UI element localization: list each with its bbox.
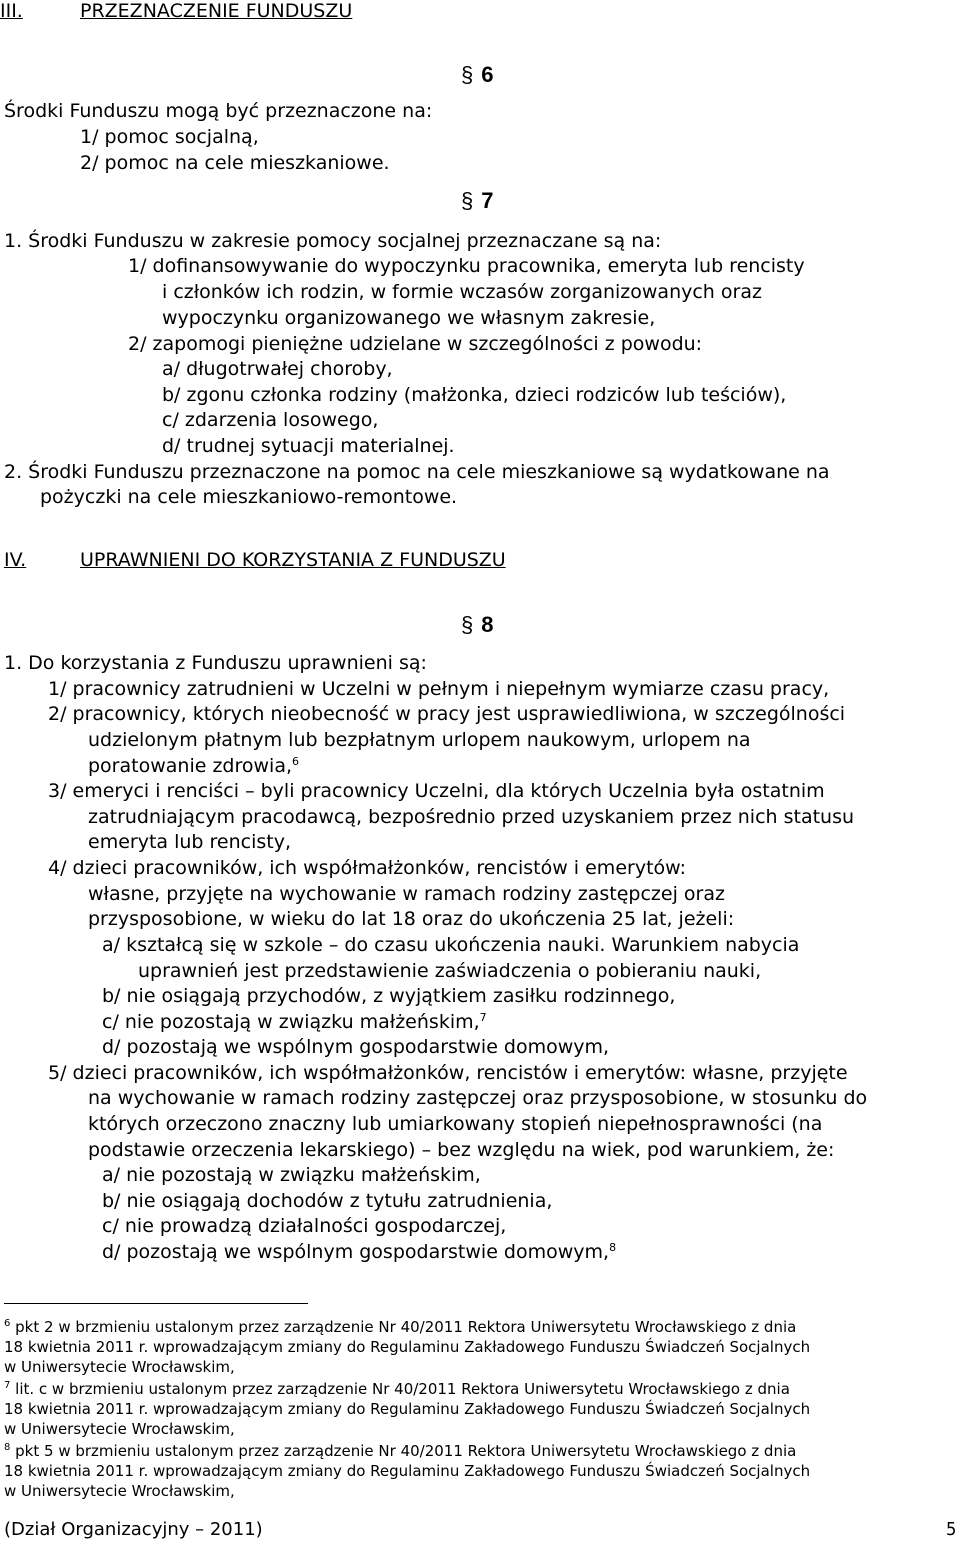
- paragraph-heading-6: [461, 64, 494, 86]
- footnote-line: 18 kwietnia 2011 r. wprowadzającym zmiany do Regulaminu Zakładowego Funduszu Świadczeń Socjalnych: [4, 1338, 811, 1356]
- paragraph-number: 6: [481, 62, 494, 87]
- text-line: c/ nie prowadzą działalności gospodarczej,: [102, 1215, 507, 1237]
- text-line: 2/ zapomogi pieniężne udzielane w szczególności z powodu:: [128, 333, 703, 355]
- text-line: d/ trudnej sytuacji materialnej.: [162, 435, 455, 457]
- section-title: PRZEZNACZENIE FUNDUSZU: [80, 0, 353, 22]
- text-line: 1. Do korzystania z Funduszu uprawnieni są:: [4, 652, 427, 674]
- footnote-text: lit. c w brzmieniu ustalonym przez zarządzenie Nr 40/2011 Rektora Uniwersytetu Wrocławskiego z dnia: [15, 1380, 790, 1398]
- text-line: podstawie orzeczenia lekarskiego) – bez względu na wiek, pod warunkiem, że:: [88, 1139, 835, 1161]
- text-line: wypoczynku organizowanego we własnym zakresie,: [162, 307, 656, 329]
- footnote-text: pkt 5 w brzmieniu ustalonym przez zarządzenie Nr 40/2011 Rektora Uniwersytetu Wrocławskiego z dnia: [15, 1442, 797, 1460]
- text-line: których orzeczono znaczny lub umiarkowany stopień niepełnosprawności (na: [88, 1113, 823, 1135]
- text-line: 4/ dzieci pracowników, ich współmałżonków, rencistów i emerytów:: [48, 857, 687, 879]
- footnote-text: pkt 2 w brzmieniu ustalonym przez zarządzenie Nr 40/2011 Rektora Uniwersytetu Wrocławskiego z dnia: [15, 1318, 797, 1336]
- text-line: [88, 757, 299, 776]
- text-line: 3/ emeryci i renciści – byli pracownicy Uczelni, dla których Uczelnia była ostatnim: [48, 780, 825, 802]
- footnote-reference: 8: [609, 1241, 617, 1254]
- footnote-mark: 6: [4, 1318, 11, 1329]
- footnote-line: [4, 1382, 790, 1397]
- section-symbol: §: [461, 62, 474, 87]
- footnote-reference: 6: [292, 755, 299, 768]
- footer-label: (Dział Organizacyjny – 2011): [4, 1519, 263, 1540]
- text-line: i członków ich rodzin, w formie wczasów zorganizowanych oraz: [162, 281, 762, 303]
- text-line: a/ nie pozostają w związku małżeńskim,: [102, 1164, 481, 1186]
- section-symbol: §: [461, 188, 474, 213]
- text-line: na wychowanie w ramach rodziny zastępczej oraz przysposobione, w stosunku do: [88, 1087, 868, 1109]
- footnote-mark: 8: [4, 1442, 11, 1453]
- text-line: zatrudniającym pracodawcą, bezpośrednio przed uzyskaniem przez nich statusu: [88, 806, 855, 828]
- section-title: UPRAWNIENI DO KORZYSTANIA Z FUNDUSZU: [80, 549, 506, 571]
- footnote-line: w Uniwersytecie Wrocławskim,: [4, 1420, 235, 1438]
- paragraph-heading-7: [461, 190, 494, 212]
- footnote-line: w Uniwersytecie Wrocławskim,: [4, 1358, 235, 1376]
- paragraph-number: 8: [481, 612, 494, 637]
- footnote-separator: [4, 1303, 308, 1304]
- section-number: III.: [0, 0, 23, 22]
- footnote-line: [4, 1320, 796, 1335]
- list-item: 2/ pomoc na cele mieszkaniowe.: [80, 152, 390, 174]
- text-line: [102, 1243, 616, 1262]
- text-line-content: d/ pozostają we wspólnym gospodarstwie domowym,: [102, 1241, 610, 1263]
- footnote-line: [4, 1444, 796, 1459]
- footnote-line: 18 kwietnia 2011 r. wprowadzającym zmiany do Regulaminu Zakładowego Funduszu Świadczeń Socjalnych: [4, 1462, 811, 1480]
- text-line: c/ zdarzenia losowego,: [162, 409, 379, 431]
- text-line: 2/ pracownicy, których nieobecność w pracy jest usprawiedliwiona, w szczególności: [48, 703, 846, 725]
- paragraph-number: 7: [481, 188, 494, 213]
- text-line: przysposobione, w wieku do lat 18 oraz do ukończenia 25 lat, jeżeli:: [88, 908, 735, 930]
- text-line: emeryta lub rencisty,: [88, 831, 291, 853]
- text-line: b/ nie osiągają dochodów z tytułu zatrudnienia,: [102, 1190, 553, 1212]
- text-line: pożyczki na cele mieszkaniowo-remontowe.: [40, 486, 458, 508]
- section-number: IV.: [4, 549, 27, 571]
- page-number: 5: [946, 1519, 957, 1540]
- text-line: d/ pozostają we wspólnym gospodarstwie domowym,: [102, 1036, 610, 1058]
- text-line: własne, przyjęte na wychowanie w ramach rodziny zastępczej oraz: [88, 883, 725, 905]
- text-line: 2. Środki Funduszu przeznaczone na pomoc na cele mieszkaniowe są wydatkowane na: [4, 461, 830, 483]
- text-line: 5/ dzieci pracowników, ich współmałżonków, rencistów i emerytów: własne, przyjęte: [48, 1062, 848, 1084]
- text-line: 1. Środki Funduszu w zakresie pomocy socjalnej przeznaczane są na:: [4, 230, 662, 252]
- text-line: uprawnień jest przedstawienie zaświadczenia o pobieraniu nauki,: [138, 960, 762, 982]
- footnote-reference: 7: [479, 1011, 487, 1024]
- section-symbol: §: [461, 612, 474, 637]
- text-line: [102, 1013, 487, 1032]
- text-line: a/ kształcą się w szkole – do czasu ukończenia nauki. Warunkiem nabycia: [102, 934, 800, 956]
- list-item: 1/ pomoc socjalną,: [80, 126, 259, 148]
- text-line-content: poratowanie zdrowia,: [88, 755, 292, 777]
- footnote-line: w Uniwersytecie Wrocławskim,: [4, 1482, 235, 1500]
- text-line: 1/ dofinansowywanie do wypoczynku pracownika, emeryta lub rencisty: [128, 255, 805, 277]
- footnote-mark: 7: [4, 1380, 11, 1391]
- paragraph-heading-8: [461, 614, 494, 636]
- text-line: b/ nie osiągają przychodów, z wyjątkiem zasiłku rodzinnego,: [102, 985, 676, 1007]
- text-line-content: c/ nie pozostają w związku małżeńskim,: [102, 1011, 480, 1033]
- text-line: 1/ pracownicy zatrudnieni w Uczelni w pełnym i niepełnym wymiarze czasu pracy,: [48, 678, 830, 700]
- text-line: a/ długotrwałej choroby,: [162, 358, 393, 380]
- text-line: udzielonym płatnym lub bezpłatnym urlopem naukowym, urlopem na: [88, 729, 751, 751]
- text-line: b/ zgonu członka rodziny (małżonka, dzieci rodziców lub teściów),: [162, 384, 787, 406]
- footnote-line: 18 kwietnia 2011 r. wprowadzającym zmiany do Regulaminu Zakładowego Funduszu Świadczeń Socjalnych: [4, 1400, 811, 1418]
- text-line: Środki Funduszu mogą być przeznaczone na:: [4, 100, 433, 122]
